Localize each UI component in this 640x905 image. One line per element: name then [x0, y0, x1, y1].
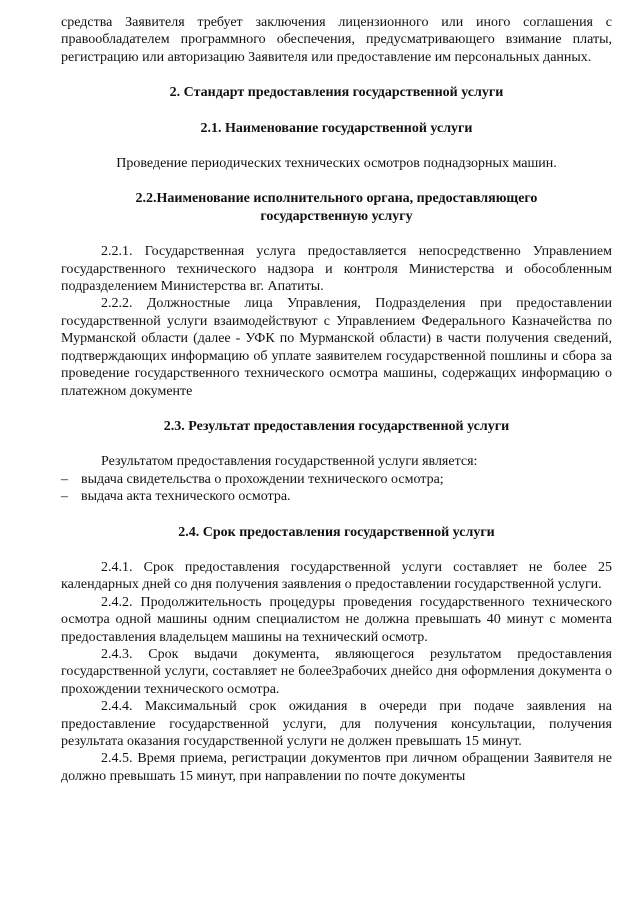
section-2-4-body: [61, 559, 612, 785]
intro-paragraph: средства Заявителя требует заключения лицензионного или иного соглашения с правообладателем программного обеспечения, предусматривающего взимание платы, регистрацию или авторизацию Заявителя или предоставление им персональных данных.: [61, 15, 612, 65]
paragraph-2-4-3: 2.4.3. Срок выдачи документа, являющегося результатом предоставления государственной услуги, составляет не более3рабочих днейсо дня оформления документа о прохождении технического осмотра.: [61, 646, 612, 697]
section-2-3-intro: Результатом предоставления государственной услуги является:: [101, 454, 478, 470]
paragraph-2-4-1: 2.4.1. Срок предоставления государственной услуги составляет не более 25 календарных дней со дня получения заявления о предоставлении государственной услуги.: [61, 559, 612, 593]
paragraph-2-4-2: 2.4.2. Продолжительность процедуры проведения государственного технического осмотра одной машины одним специалистом не должна превышать 40 минут с момента предоставления владельцем машины на технический осмотр.: [61, 594, 612, 645]
list-item-text: выдача свидетельства о прохождении технического осмотра;: [81, 471, 444, 487]
paragraph-2-4-4: 2.4.4. Максимальный срок ожидания в очереди при подаче заявления на предоставление государственной услуги, для получения консультации, получения результата оказания государственной услуги не должен превышать 15 минут.: [61, 699, 612, 749]
list-item: [61, 471, 612, 488]
section-2-3-heading: 2.3. Результат предоставления государственной услуги: [163, 418, 510, 434]
section-2-heading: 2. Стандарт предоставления государственной услуги: [169, 85, 504, 101]
list-item: [61, 488, 612, 505]
section-2-2-heading-line-1: 2.2.Наименование исполнительного органа, предоставляющего: [135, 191, 538, 207]
paragraph-2-4-5: 2.4.5. Время приема, регистрации документов при личном обращении Заявителя не должно превышать 15 минут, при направлении по почте документы: [61, 751, 612, 784]
section-2-1-heading: 2.1. Наименование государственной услуги: [200, 120, 473, 136]
section-2-4-heading: 2.4. Срок предоставления государственной услуги: [178, 524, 495, 540]
section-2-2-heading-line-2: государственную услугу: [260, 208, 413, 224]
section-2-2-heading: [61, 190, 612, 225]
list-dash: –: [61, 471, 68, 487]
list-item-text: выдача акта технического осмотра.: [81, 489, 291, 505]
section-2-1-text: Проведение периодических технических осмотров поднадзорных машин.: [116, 156, 557, 172]
paragraph-2-2-1: 2.2.1. Государственная услуга предоставляется непосредственно Управлением государственного технического надзора и контроля Министерства и обособленным подразделением Министерства вг. Апатиты.: [61, 244, 612, 295]
paragraph-2-2-2: 2.2.2. Должностные лица Управления, Подразделения при предоставлении государственной услуги взаимодействуют с Управлением Федерального Казначейства по Мурманской области (далее - УФК по Мурманской области) в части получения сведений, подтверждающих информацию об уплате заявителем государственной пошлины и сбора за проведение государственного технического осмотра машины, содержащих информацию о платежном документе: [61, 296, 612, 399]
section-2-3-body: [61, 453, 612, 505]
list-dash: –: [61, 489, 68, 505]
